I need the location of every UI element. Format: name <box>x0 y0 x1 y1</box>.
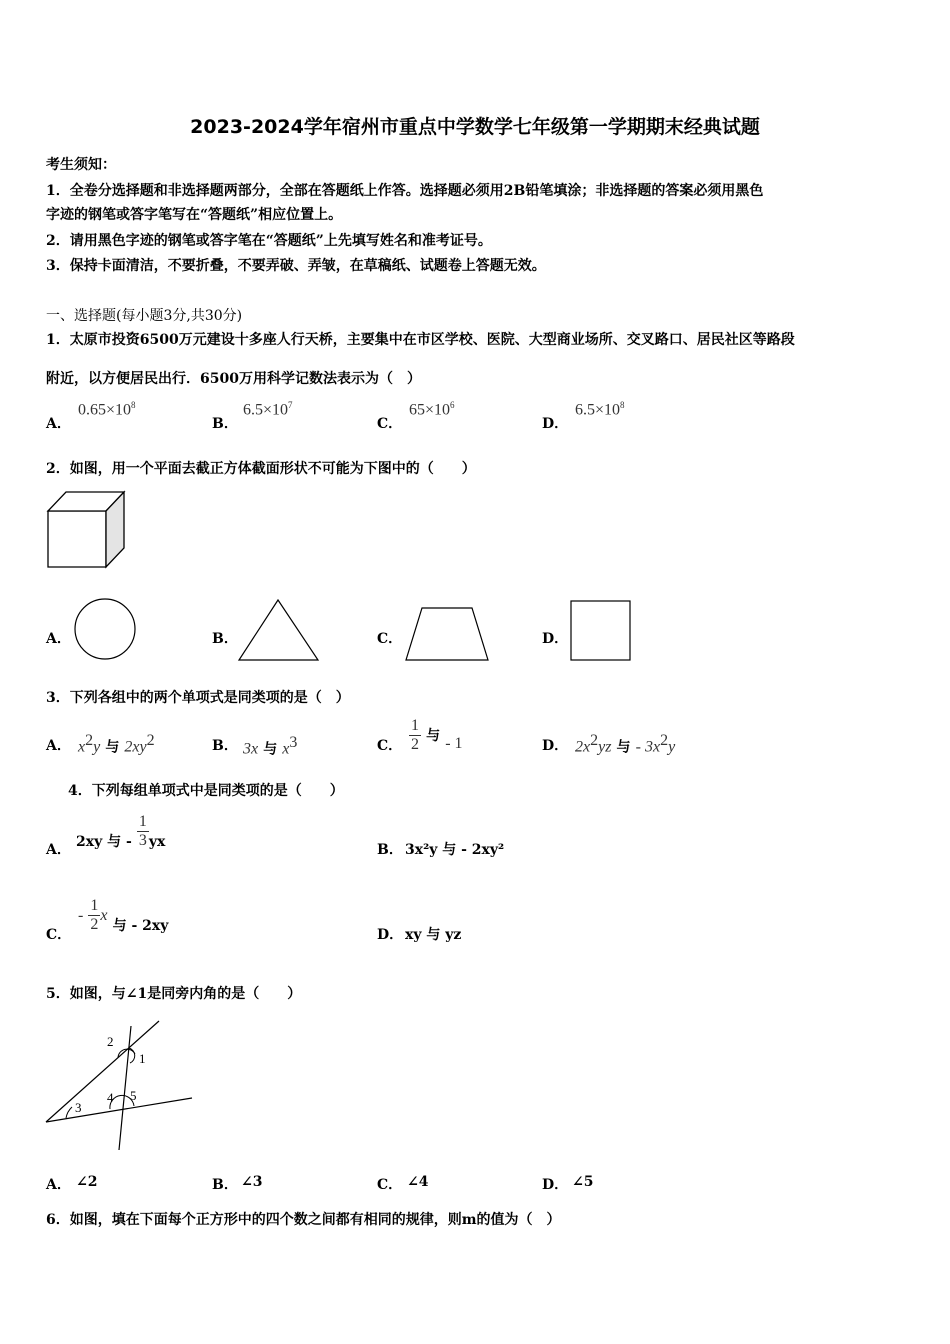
q3-option-c-expr: $\frac{1}{2}$ 与 - 1 <box>411 717 463 753</box>
q5-option-a-label: A． <box>46 1177 71 1193</box>
q5-text: 5．如图，与∠1是同旁内角的是（ ） <box>46 986 302 1002</box>
q3-option-d-expr: $2x^2yz$ 与 - $3x^2y$ <box>575 732 676 756</box>
q2-text: 2．如图，用一个平面去截正方体截面形状不可能为下图中的（ ） <box>46 461 476 477</box>
cube-figure <box>46 490 126 570</box>
angle-label-2: 2 <box>107 1034 114 1049</box>
q3-text: 3．下列各组中的两个单项式是同类项的是（ ） <box>46 690 350 706</box>
angle-label-3: 3 <box>75 1100 82 1115</box>
q4-option-d-expr: xy 与 yz <box>405 927 462 943</box>
q1-line-2: 附近，以方便居民出行．6500万用科学记数法表示为（ ） <box>46 371 421 387</box>
q4-option-b-label: B． <box>377 842 403 858</box>
q5-option-d-label: D． <box>542 1177 569 1193</box>
q1-option-c-value: $65\times 10^6$ <box>409 400 455 419</box>
page-title: 2023-2024学年宿州市重点中学数学七年级第一学期期末经典试题 <box>190 116 760 138</box>
q4-option-b-expr: 3x²y 与 - 2xy² <box>405 842 505 858</box>
q4-option-c-label: C． <box>46 927 72 943</box>
q1-option-a-value: $0.65\times 10^8$ <box>78 400 136 419</box>
q1-option-a-label: A． <box>46 416 71 432</box>
q1-line-1: 1．太原市投资6500万元建设十多座人行天桥，主要集中在市区学校、医院、大型商业场所、交叉路口、居民社区等路段 <box>46 332 795 348</box>
q4-text: 4．下列每组单项式中是同类项的是（ ） <box>68 783 344 799</box>
q1-option-b-value: $6.5\times 10^7$ <box>243 400 293 419</box>
q5-option-b-value: ∠3 <box>241 1174 263 1190</box>
q5-option-c-label: C． <box>377 1177 403 1193</box>
section-heading: 一、选择题(每小题3分,共30分) <box>46 308 243 324</box>
angle-label-5: 5 <box>130 1088 137 1103</box>
q1-option-d-value: $6.5\times 10^8$ <box>575 400 625 419</box>
q1-option-c-label: C． <box>377 416 403 432</box>
q3-option-b-expr: 3x 与 $x^3$ <box>243 734 298 758</box>
q4-option-c-expr: - $\frac{1}{2}$ x 与 - 2xy <box>78 897 169 934</box>
q3-option-c-label: C． <box>377 738 403 754</box>
q4-option-d-label: D． <box>377 927 404 943</box>
notice-line-2: 2．请用黑色字迹的钢笔或答字笔在“答题纸”上先填写姓名和准考证号。 <box>46 233 492 249</box>
notice-line-3: 3．保持卡面清洁，不要折叠，不要弄破、弄皱，在草稿纸、试题卷上答题无效。 <box>46 258 546 274</box>
q4-option-a-label: A． <box>46 842 71 858</box>
q3-option-d-label: D． <box>542 738 569 754</box>
angle-label-4: 4 <box>107 1090 114 1105</box>
q1-option-d-label: D． <box>542 416 569 432</box>
q3-option-a-label: A． <box>46 738 71 754</box>
square-shape <box>570 600 632 662</box>
q2-option-a-label: A． <box>46 631 71 647</box>
q2-option-c-label: C． <box>377 631 403 647</box>
q5-option-b-label: B． <box>212 1177 238 1193</box>
circle-shape <box>74 598 138 662</box>
angles-figure <box>44 1018 194 1153</box>
q5-option-c-value: ∠4 <box>407 1174 429 1190</box>
triangle-shape <box>238 598 320 662</box>
notice-line-1a: 1．全卷分选择题和非选择题两部分，全部在答题纸上作答。选择题必须用2B铅笔填涂；非选择题的答案必须用黑色 <box>46 183 764 199</box>
q3-option-b-label: B． <box>212 738 238 754</box>
q6-text: 6．如图，填在下面每个正方形中的四个数之间都有相同的规律，则m的值为（ ） <box>46 1212 561 1228</box>
q5-option-d-value: ∠5 <box>572 1174 594 1190</box>
q2-option-d-label: D． <box>542 631 569 647</box>
notice-heading: 考生须知： <box>46 157 116 173</box>
q4-option-a-expr: 2xy 与 - $\frac{1}{3}$ yx <box>76 813 166 850</box>
q1-option-b-label: B． <box>212 416 238 432</box>
q5-option-a-value: ∠2 <box>76 1174 98 1190</box>
q3-option-a-expr: $x^2y$ 与 $2xy^2$ <box>78 732 155 756</box>
trapezoid-shape <box>404 606 490 662</box>
angle-label-1: 1 <box>139 1051 146 1066</box>
q2-option-b-label: B． <box>212 631 238 647</box>
notice-line-1b: 字迹的钢笔或答字笔写在“答题纸”相应位置上。 <box>46 207 343 223</box>
